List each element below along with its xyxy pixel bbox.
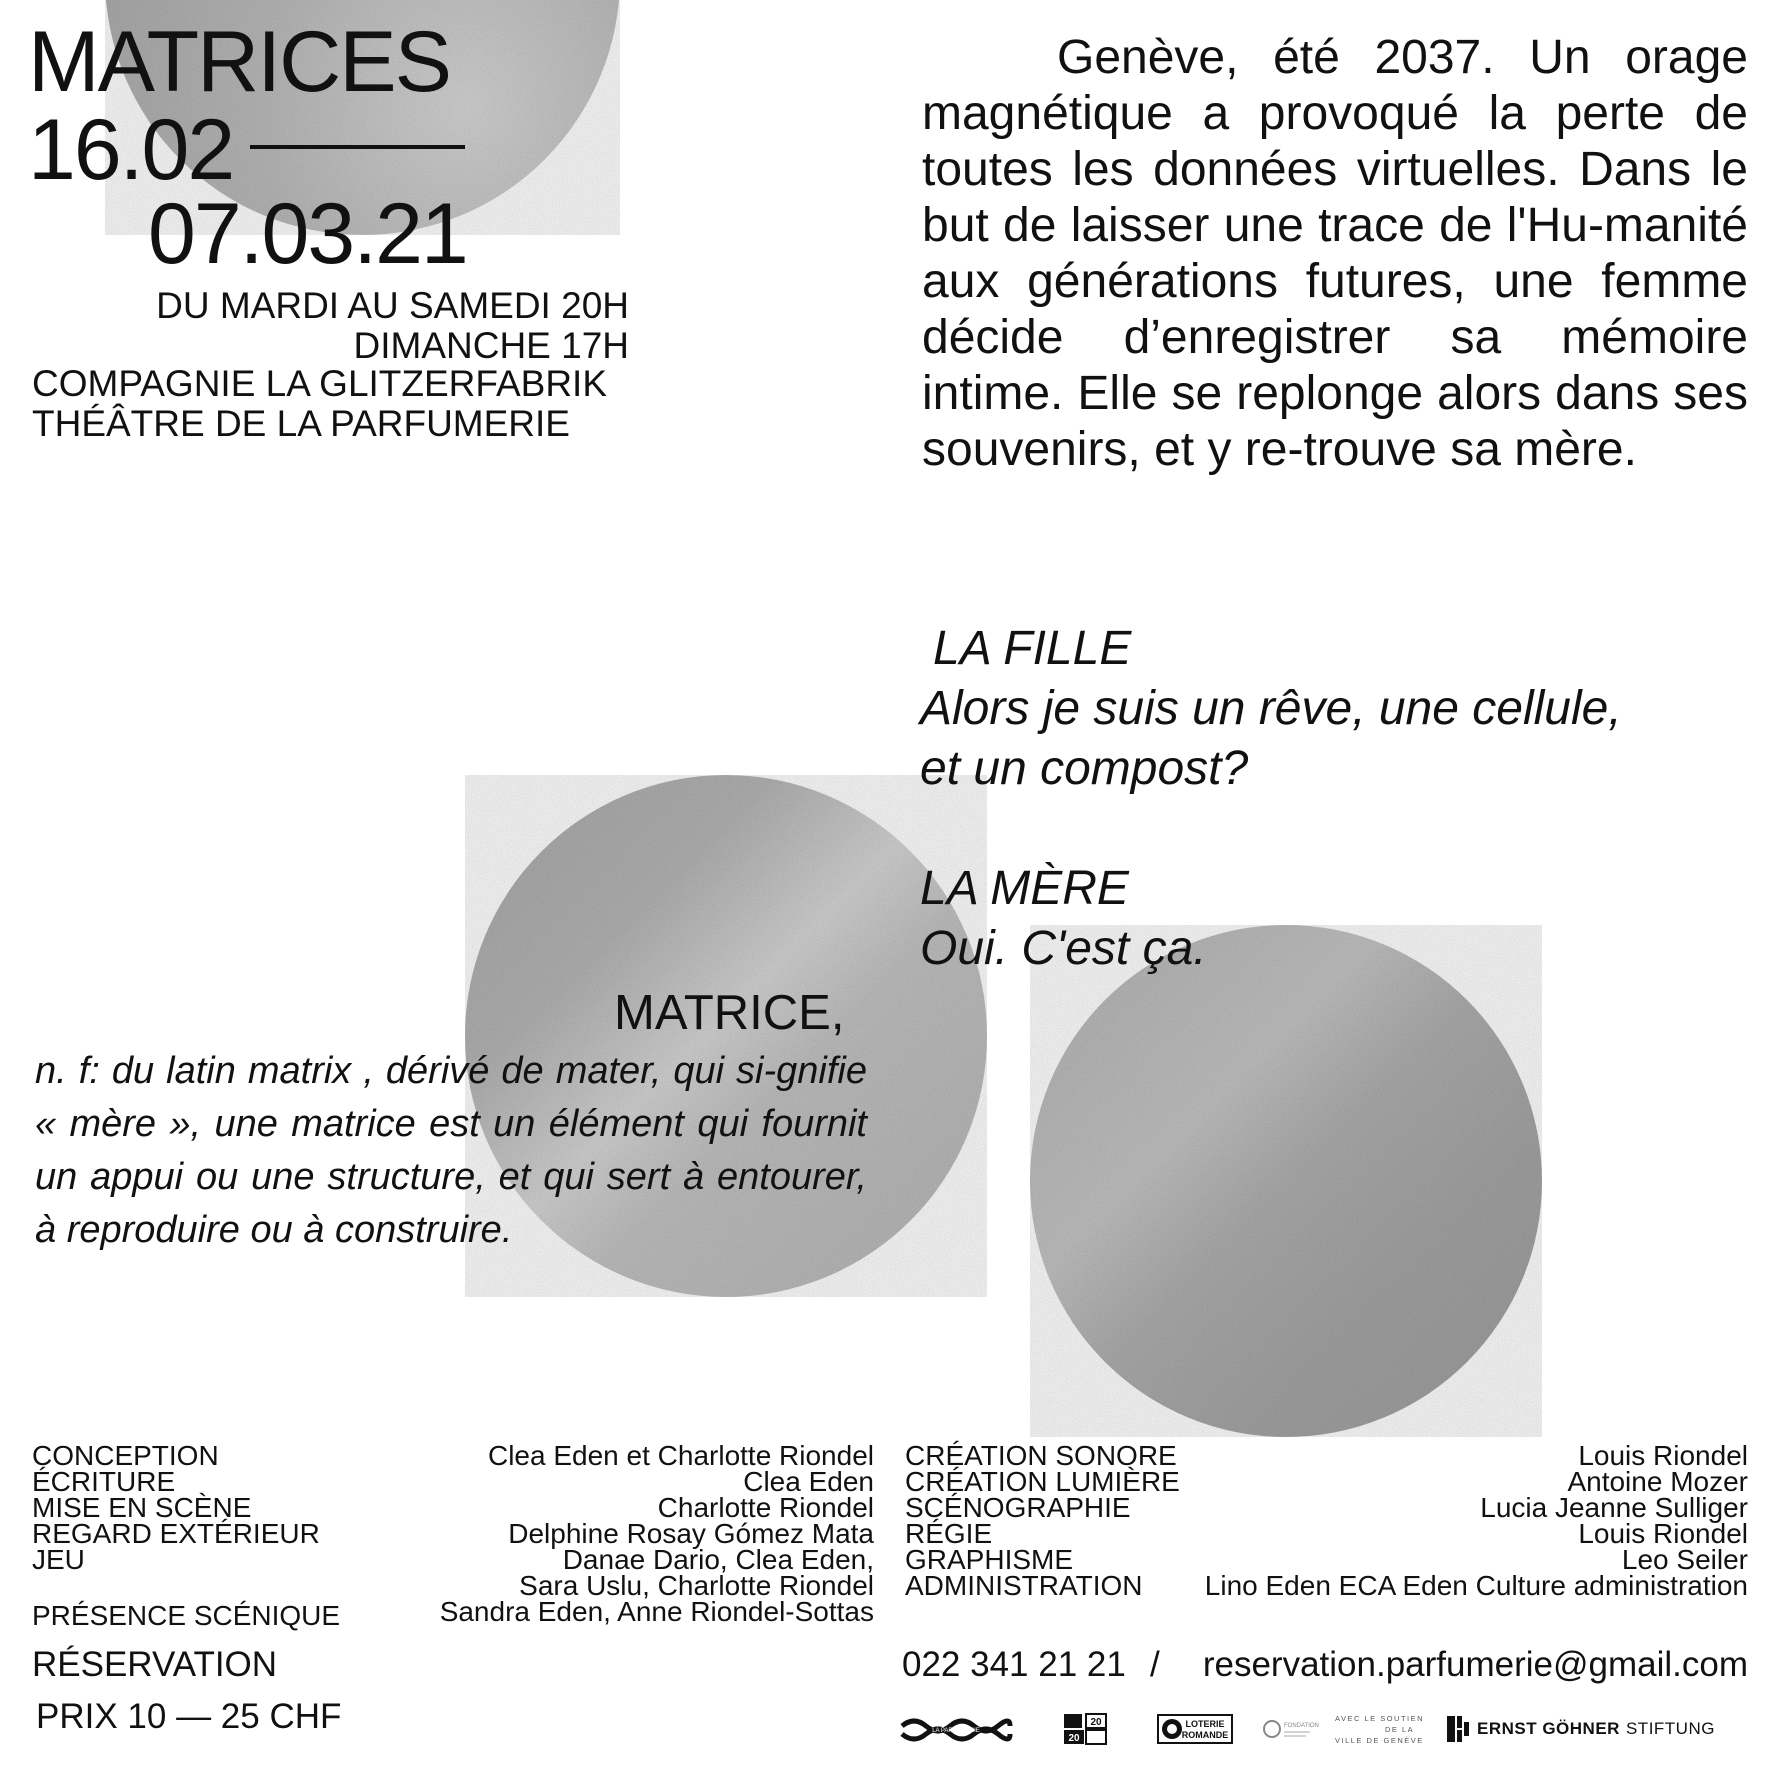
credits-right-roles [905, 1440, 1180, 1601]
intro-text: Genève, été 2037. Un orage magnétique a provoqué la perte de toutes les données virtuelles. Dans le but de laisser une trace de l'Hu-manité aux générations futures, une femme décide d’enregistrer sa mémoire intime. Elle se replonge alors dans ses souvenirs, et y re-trouve sa mère. [922, 31, 1748, 476]
svg-text:20: 20 [1068, 1733, 1080, 1744]
grain-circle-bottom [1030, 925, 1542, 1437]
ernst-goehner-bold: ERNST GÖHNER [1477, 1719, 1620, 1738]
date-end: 07.03.21 [148, 186, 467, 282]
credit-name: Louis Riondel [1578, 1440, 1748, 1471]
company-name: COMPAGNIE LA GLITZERFABRIK [32, 363, 607, 404]
loterie-romande-logo [1157, 1712, 1233, 1746]
credit-name: Danae Dario, Clea Eden, [562, 1544, 874, 1575]
credit-name: Lino Eden ECA Eden Culture administration [1204, 1570, 1748, 1601]
credit-role: REGARD EXTÉRIEUR [32, 1518, 320, 1549]
parfumerie-logo [900, 1712, 1012, 1746]
credit-name: Clea Eden [743, 1466, 874, 1497]
credit-name: Clea Eden et Charlotte Riondel [487, 1440, 874, 1471]
credit-role: JEU [32, 1544, 85, 1575]
intro-paragraph [922, 30, 1748, 478]
credit-name: Antoine Mozer [1567, 1466, 1748, 1497]
credit-role: PRÉSENCE SCÉNIQUE [32, 1600, 341, 1631]
credits-left-names [439, 1440, 874, 1627]
page-title: MATRICES [28, 14, 450, 110]
speaker-daughter: LA FILLE [933, 622, 1132, 675]
credits-left-roles [32, 1440, 341, 1631]
dialogue-line: Alors je suis un rêve, une cellule, [920, 682, 1622, 735]
svg-text:LOTERIE: LOTERIE [1185, 1719, 1225, 1729]
credit-name: Delphine Rosay Gómez Mata [508, 1518, 874, 1549]
ville-de-geneve-logo [1333, 1712, 1438, 1746]
credit-name: Louis Riondel [1578, 1518, 1748, 1549]
svg-text:20: 20 [1090, 1717, 1102, 1728]
dialogue-line: et un compost? [920, 742, 1249, 795]
credit-name: Lucia Jeanne Sulliger [1480, 1492, 1748, 1523]
svg-text:AVEC LE SOUTIEN: AVEC LE SOUTIEN [1335, 1714, 1425, 1723]
credit-role: RÉGIE [905, 1518, 993, 1549]
reservation-email[interactable]: reservation.parfumerie@gmail.com [1202, 1645, 1748, 1684]
twenty-logo [1062, 1712, 1110, 1746]
ernst-goehner-light: STIFTUNG [1625, 1719, 1715, 1738]
schedule-sunday: DIMANCHE 17H [353, 325, 629, 366]
venue-name: THÉÂTRE DE LA PARFUMERIE [32, 403, 570, 444]
fondation-logo [1262, 1712, 1319, 1746]
reservation-label: RÉSERVATION [32, 1645, 278, 1684]
parfumerie-logo-text: LA PARFUMERIE [932, 1728, 980, 1734]
credit-role: ADMINISTRATION [905, 1570, 1143, 1601]
credit-name: Sara Uslu, Charlotte Riondel [519, 1570, 874, 1601]
ernst-goehner-logo [1445, 1712, 1715, 1746]
date-start: 16.02 [28, 102, 234, 198]
schedule-weekdays: DU MARDI AU SAMEDI 20H [156, 285, 629, 326]
svg-text:VILLE DE GENÈVE: VILLE DE GENÈVE [1335, 1736, 1424, 1745]
svg-text:ROMANDE: ROMANDE [1181, 1730, 1229, 1740]
reservation-phone[interactable]: 022 341 21 21 [902, 1645, 1126, 1684]
svg-text:DE LA: DE LA [1385, 1725, 1415, 1734]
reservation-separator: / [1150, 1645, 1160, 1684]
credit-role: CRÉATION LUMIÈRE [905, 1466, 1180, 1497]
credit-role: CONCEPTION [32, 1440, 219, 1471]
credit-role: ÉCRITURE [32, 1466, 176, 1497]
credit-role: GRAPHISME [905, 1544, 1074, 1575]
credits-right-names [1204, 1440, 1748, 1601]
speaker-mother: LA MÈRE [920, 862, 1129, 915]
credit-role: SCÉNOGRAPHIE [905, 1492, 1131, 1523]
credit-name: Charlotte Riondel [657, 1492, 874, 1523]
credit-name: Leo Seiler [1621, 1544, 1748, 1575]
dialogue-line: Oui. C'est ça. [920, 922, 1207, 975]
credit-name: Sandra Eden, Anne Riondel-Sottas [439, 1596, 874, 1627]
svg-text:FONDATION: FONDATION [1284, 1723, 1319, 1729]
credit-role: CRÉATION SONORE [905, 1440, 1177, 1471]
definition-body: n. f: du latin matrix , dérivé de mater, qui si-gnifie « mère », une matrice est un élément qui fournit un appui ou une structure, et qui sert à entourer, à reproduire ou à construire. [35, 1050, 867, 1251]
price: PRIX 10 — 25 CHF [36, 1697, 342, 1736]
credit-role: MISE EN SCÈNE [32, 1492, 252, 1523]
date-range-dash [250, 145, 465, 149]
definition-heading: MATRICE, [614, 986, 845, 1040]
